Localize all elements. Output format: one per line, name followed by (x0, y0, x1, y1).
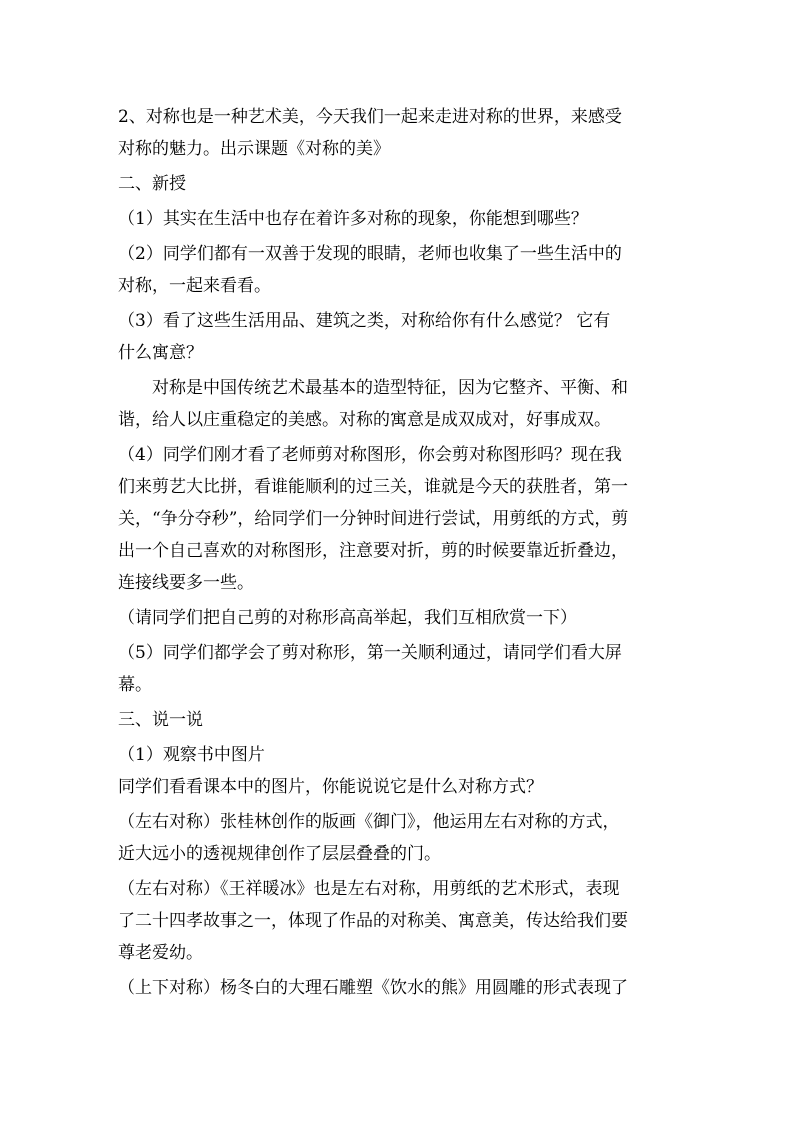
text-line: 关，“争分夺秒”，给同学们一分钟时间进行尝试，用剪纸的方式，剪 (118, 509, 629, 529)
text-line: 2、对称也是一种艺术美，今天我们一起来走进对称的世界，来感受 (118, 107, 622, 127)
text-line: （1）观察书中图片 (118, 745, 265, 765)
text-line: 们来剪艺大比拼，看谁能顺利的过三关，谁就是今天的获胜者，第一 (118, 477, 628, 497)
paragraph-hold-up (118, 602, 680, 634)
paragraph-textbook-question (118, 771, 680, 803)
paragraph-symmetry-meaning (118, 372, 680, 436)
text-line: （请同学们把自己剪的对称形高高举起，我们互相欣赏一下） (118, 608, 577, 628)
text-line: （左右对称）《王祥暖冰》也是左右对称，用剪纸的艺术形式，表现 (118, 879, 620, 899)
paragraph-wangxiang (118, 873, 680, 969)
paragraph-yumen (118, 806, 680, 870)
paragraph-intro (118, 101, 680, 165)
section-heading-new-lesson (118, 168, 680, 200)
text-line: 出一个自己喜欢的对称图形，注意要对折，剪的时候要靠近折叠边， (118, 541, 628, 561)
text-line: 对称是中国传统艺术最基本的造型特征，因为它整齐、平衡、和 (152, 378, 628, 398)
text-line: 对称，一起来看看。 (118, 276, 271, 296)
paragraph-step-2 (118, 238, 680, 302)
paragraph-step-3 (118, 305, 680, 369)
section-heading-discuss (118, 704, 680, 736)
text-line: 尊老爱幼。 (118, 943, 203, 963)
paragraph-step-5 (118, 637, 680, 701)
text-line: 同学们看看课本中的图片，你能说说它是什么对称方式？ (118, 777, 543, 797)
text-line: 谐，给人以庄重稳定的美感。对称的寓意是成双成对，好事成双。 (118, 410, 611, 430)
text-line: （4）同学们刚才看了老师剪对称图形，你会剪对称图形吗？现在我 (118, 445, 622, 465)
text-line: 三、说一说 (118, 710, 203, 730)
text-line: 近大远小的透视规律创作了层层叠叠的门。 (118, 844, 441, 864)
text-line: 连接线要多一些。 (118, 573, 254, 593)
text-line: （5）同学们都学会了剪对称形，第一关顺利通过，请同学们看大屏 (118, 643, 622, 663)
paragraph-step-4 (118, 439, 680, 599)
text-line: 对称的魅力。出示课题《对称的美》 (118, 139, 390, 159)
document-body (118, 101, 680, 1004)
text-line: 了二十四孝故事之一，体现了作品的对称美、寓意美，传达给我们要 (118, 911, 628, 931)
text-line: 幕。 (118, 675, 152, 695)
text-line: （3）看了这些生活用品、建筑之类，对称给你有什么感觉？ 它有 (118, 311, 611, 331)
text-line: 二、新授 (118, 174, 186, 194)
text-line: （左右对称）张桂林创作的版画《御门》，他运用左右对称的方式， (118, 812, 620, 832)
text-line: （2）同学们都有一双善于发现的眼睛，老师也收集了一些生活中的 (118, 244, 622, 264)
text-line: 什么寓意？ (118, 343, 203, 363)
text-line: （上下对称）杨冬白的大理石雕塑《饮水的熊》用圆雕的形式表现了 (118, 978, 628, 998)
paragraph-step-1 (118, 203, 680, 235)
paragraph-observe (118, 739, 680, 771)
text-line: （1）其实在生活中也存在着许多对称的现象，你能想到哪些？ (118, 209, 588, 229)
paragraph-bear-sculpture (118, 972, 680, 1004)
